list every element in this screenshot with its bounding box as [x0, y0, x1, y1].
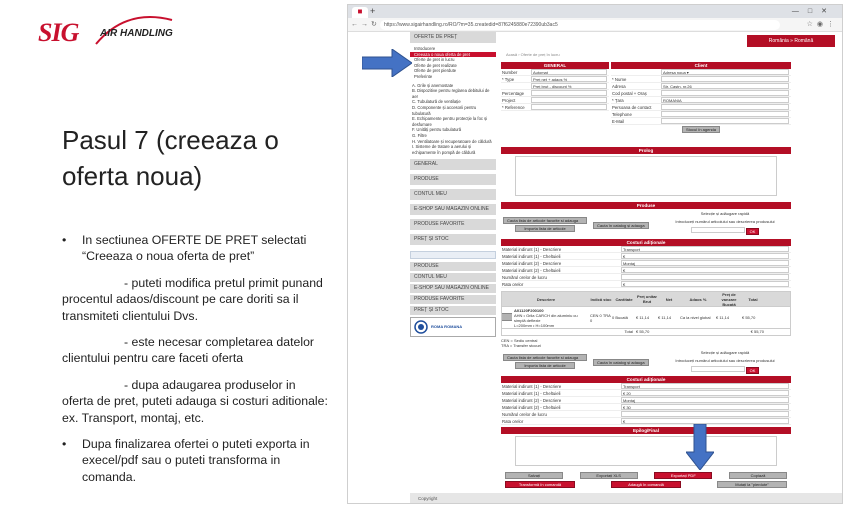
field-label: Material indirunt (2) - Cheltuieli	[502, 268, 561, 273]
field-input[interactable]: €	[621, 253, 789, 259]
field-label: Rata orelor	[502, 282, 524, 287]
table-header-cell: Descriere	[536, 296, 556, 302]
action-button[interactable]: Copiază	[729, 472, 787, 479]
field-input[interactable]	[621, 411, 789, 417]
field-input[interactable]	[531, 104, 607, 110]
field-label	[611, 69, 661, 75]
prolog-title: Prolog	[501, 147, 791, 154]
field-label: E-Mail	[612, 119, 625, 124]
nav-category[interactable]: B. Dispozitive pentru reglarea debitului de aer	[412, 88, 490, 99]
field-input[interactable]	[661, 118, 789, 124]
url-input[interactable]: https://www.sigairhandling.ro/RO/?m=35.createdid=87f6245880e72390ub3ac5	[380, 20, 780, 30]
form-row	[611, 83, 791, 90]
table-header-cell: Preț unitar Brut	[636, 294, 657, 304]
form-row	[501, 83, 609, 90]
quick-add-input-2[interactable]	[691, 366, 745, 372]
form-row	[501, 253, 791, 260]
field-input[interactable]	[661, 111, 789, 117]
field-input[interactable]	[531, 90, 607, 96]
tab-bar	[348, 5, 842, 18]
field-label: * Type	[502, 77, 515, 82]
action-button[interactable]: Mutați la "pierdute"	[717, 481, 787, 488]
certification-icon	[414, 320, 428, 334]
nav-section-duplicate[interactable]: PRODUSE FAVORITE	[410, 295, 496, 304]
field-input[interactable]: €	[621, 418, 789, 424]
table-row	[502, 306, 790, 328]
field-label: * Nume	[612, 77, 627, 82]
field-input[interactable]: Adresa noua ▾	[661, 69, 789, 75]
prolog-textarea[interactable]	[515, 156, 777, 196]
field-label: Material indirunt (2) - Descriere	[502, 261, 562, 266]
nav-section[interactable]: CONTUL MEU	[410, 189, 496, 200]
field-input[interactable]	[661, 90, 789, 96]
action-buttons	[505, 472, 787, 479]
field-input[interactable]: Str. Castn. nr.26	[661, 83, 789, 89]
table-header-cell: Total	[748, 296, 758, 302]
form-row	[501, 104, 609, 111]
field-input[interactable]: € 20	[621, 390, 789, 396]
table-header-cell: Indică stoc	[590, 296, 612, 302]
field-input[interactable]: Transport	[621, 246, 789, 252]
nav-offer-item[interactable]: Oferte de pret realizate	[414, 62, 457, 68]
form-row	[611, 90, 791, 97]
nav-category[interactable]: I. Sisteme de tratare a aerului și echipamente în pompă de căldură	[412, 144, 476, 155]
catalog-search-button[interactable]: Cauta în catalog și adauga	[593, 222, 649, 229]
field-input[interactable]: Transport	[621, 383, 789, 389]
field-label: Adresa	[612, 84, 626, 89]
language-selector[interactable]: România » Română	[747, 35, 835, 47]
item-dimensions: L=200mm • H=100mm	[514, 322, 555, 328]
page-viewport	[348, 32, 843, 504]
quick-add-ok-button[interactable]: OK	[746, 228, 760, 235]
badge-text: ROMA ROMANA	[431, 324, 463, 330]
browser-window	[347, 4, 843, 504]
form-row	[501, 260, 791, 267]
stock-legend	[501, 338, 791, 348]
bullet-section: • In sectiunea OFERTE DE PRET selectati “Creeaza o noua oferta de pret”	[62, 232, 330, 265]
nav-section[interactable]: PREȚ ȘI STOC	[410, 234, 496, 245]
nav-buttons-icon[interactable]: ←→↻	[351, 21, 380, 28]
offer-form	[501, 62, 791, 488]
form-row	[501, 246, 791, 253]
nav-offer-item[interactable]: Preferinte	[414, 73, 433, 79]
nav-category[interactable]: G. Filtre	[412, 132, 427, 138]
item-stock: CEN 0 TRA 0	[590, 312, 611, 323]
nav-offer-item[interactable]: Oferte de pret in lucru	[414, 57, 455, 63]
item-quantity[interactable]: 0 Bucată	[612, 315, 628, 320]
new-tab-icon[interactable]: +	[370, 6, 376, 16]
nav-section-duplicate[interactable]: E-SHOP SAU MAGAZIN ONLINE	[410, 284, 496, 293]
field-input[interactable]: €	[621, 267, 789, 273]
sub-point-discount: - puteti modifica pretul primit punand procentul adaos/discount pe care doriti sa il transmiteti clientului Dvs.	[62, 275, 323, 323]
form-row	[501, 383, 791, 390]
nav-section-duplicate[interactable]: CONTUL MEU	[410, 273, 496, 282]
quick-add-title-2: Selecție și adăugare rapidă	[700, 350, 750, 355]
item-total: € 55,70	[742, 315, 756, 320]
sub-point-costs: - dupa adaugarea produselor in oferta de pret, puteti adauga si costuri aditionale: ex. Transport, montaj, etc.	[62, 377, 328, 425]
total-label: Total	[624, 329, 633, 334]
form-row	[501, 274, 791, 281]
action-button[interactable]: Exportați PDF	[654, 472, 712, 479]
products-table	[501, 291, 791, 336]
nav-section[interactable]: PRODUSE FAVORITE	[410, 219, 496, 230]
field-label: Material indirunt (1) - Cheltuieli	[502, 254, 561, 259]
item-unit-price: € 11,14	[716, 315, 730, 320]
language-bar	[506, 35, 841, 47]
nav-offer-item[interactable]: Introducere	[414, 46, 436, 51]
nav-offer-item[interactable]: Oferte de pret pierdute	[414, 68, 457, 74]
logo-subtitle: AIR HANDLING	[100, 28, 173, 39]
nav-category[interactable]: H. Ventilatoare și recuperatoare de căldură	[412, 138, 492, 144]
total-net: € 55,70	[750, 329, 764, 334]
table-header-cell: Cantitate	[615, 296, 633, 302]
field-input[interactable]: Montaj	[621, 397, 789, 403]
slide-title: Pasul 7 (creeaza o oferta noua)	[62, 125, 279, 191]
form-row	[501, 69, 609, 76]
import-list-button-2[interactable]: Importa lista de articole	[515, 362, 575, 369]
total-row	[502, 328, 790, 335]
field-label: Material indirunt (1) - Cheltuieli	[502, 391, 561, 396]
field-input[interactable]: ROMANIA	[661, 97, 789, 103]
extra-costs-title-2: Costuri adiționale	[501, 376, 791, 383]
nav-offer-item[interactable]: Creeaza o noua oferta de pret	[410, 52, 496, 58]
sig-logo	[38, 14, 178, 50]
nav-section[interactable]: E-SHOP SAU MAGAZIN ONLINE	[410, 204, 496, 215]
browser-tab[interactable]: ◼	[352, 7, 368, 18]
field-input[interactable]	[661, 104, 789, 110]
window-controls[interactable]: —□✕	[791, 8, 836, 15]
field-label: Material indirunt (2) - Cheltuieli	[502, 405, 561, 410]
form-row	[611, 118, 791, 125]
item-price: € 11,14	[636, 315, 650, 320]
field-input[interactable]	[621, 274, 789, 280]
browser-menu-icon[interactable]: ☆◉⋮	[806, 21, 838, 28]
extra-costs-title: Costuri adiționale	[501, 239, 791, 246]
epilog-title: Epilog/Final	[501, 427, 791, 434]
catalog-search-button-2[interactable]: Cauta în catalog și adauga	[593, 359, 649, 366]
form-row	[611, 76, 791, 83]
table-header-cell: Adaos %	[689, 296, 707, 302]
promo-banner[interactable]	[410, 251, 496, 259]
pointer-arrow-icon	[362, 49, 412, 77]
nav-category[interactable]: C. Tubulatură de ventilație	[412, 99, 461, 105]
left-navigation	[410, 32, 496, 337]
logo-text: SIG	[38, 18, 79, 47]
client-title: Client	[611, 62, 791, 69]
form-row	[611, 104, 791, 111]
action-button[interactable]: Salvați	[505, 472, 563, 479]
field-input[interactable]: €	[621, 281, 789, 287]
field-input[interactable]: € 30	[621, 404, 789, 410]
quick-add-ok-button-2[interactable]: OK	[746, 367, 760, 374]
form-row	[501, 97, 609, 104]
action-button[interactable]: Transformă în comandă	[505, 481, 575, 488]
field-label: Material indirunt (2) - Descriere	[502, 398, 562, 403]
field-label: Telephone	[612, 112, 632, 117]
form-row	[501, 418, 791, 425]
field-label: Numărul orelor de lucru	[502, 275, 547, 280]
form-row	[501, 390, 791, 397]
legend-tra: TRA = Transfer stocuri	[501, 343, 541, 348]
grille-product-icon	[502, 313, 512, 321]
field-label: Number	[502, 70, 518, 75]
form-row	[501, 90, 609, 97]
legend-cen: CEN = Sediu central	[501, 338, 538, 343]
table-header-cell: Preț de vanzare Bucată	[721, 291, 737, 307]
field-label: * Țara	[612, 98, 624, 103]
item-description: AHN • Grila CARCH din aluminiu cu simplă deflexie	[514, 312, 578, 323]
form-row	[501, 281, 791, 288]
epilog-textarea[interactable]	[515, 436, 777, 466]
form-row	[501, 267, 791, 274]
nav-category[interactable]: D. Componente și accesorii pentru tubulatură	[412, 104, 477, 116]
nav-category[interactable]: F. Unități pentru tubulatură	[412, 127, 462, 133]
address-bar	[348, 18, 842, 32]
products-title: Produse	[501, 202, 791, 209]
field-input[interactable]: Preț brut - discount %	[531, 83, 607, 89]
quick-add-hint: Introduceți numărul articolului sau descrierea produsului	[675, 219, 775, 224]
field-label: Percentage	[502, 91, 524, 96]
general-title: GENERAL	[501, 62, 609, 69]
field-label: Project	[502, 98, 516, 103]
roma-badge	[410, 317, 496, 337]
total-value: € 55,70	[636, 329, 650, 334]
item-margin[interactable]: Ca la nivel global	[680, 315, 711, 320]
form-row	[501, 404, 791, 411]
agenda-search-button[interactable]: Stocul în agenda	[682, 126, 720, 133]
table-header-cell: Net	[665, 296, 673, 302]
import-list-button[interactable]: Importa lista de articole	[515, 225, 575, 232]
form-row	[501, 76, 609, 83]
nav-section[interactable]: GENERAL	[410, 159, 496, 170]
field-label	[501, 83, 531, 89]
action-button[interactable]: Exportați XLS	[580, 472, 638, 479]
quick-add-input[interactable]	[691, 227, 745, 233]
search-favorites-button[interactable]: Cauta lista de articole favorite si adauga	[503, 217, 587, 224]
form-row	[611, 97, 791, 104]
field-label: Numărul orelor de lucru	[502, 412, 547, 417]
item-code[interactable]: A01120F200100	[514, 307, 544, 313]
copyright: Copyright	[418, 496, 438, 501]
footer	[410, 493, 843, 504]
export-pointer-arrow-icon	[686, 424, 714, 470]
field-label: * Reference	[502, 105, 525, 110]
breadcrumb: Acasă › Oferte de preț în lucru	[506, 52, 560, 57]
field-label: Rata orelor	[502, 419, 524, 424]
form-row	[501, 411, 791, 418]
action-buttons-2	[505, 481, 787, 488]
nav-offers[interactable]: OFERTE DE PREȚ	[410, 32, 496, 43]
field-label: Persoana de contact	[612, 105, 652, 110]
nav-section-duplicate[interactable]: PREȚ ȘI STOC	[410, 306, 496, 315]
field-input[interactable]: Automat	[531, 69, 607, 75]
field-input[interactable]: Preț net + adaos %	[531, 76, 607, 82]
field-input[interactable]	[661, 76, 789, 82]
form-row	[501, 397, 791, 404]
search-favorites-button-2[interactable]: Cauta lista de articole favorite si adauga	[503, 354, 587, 361]
slide-bullets	[62, 232, 330, 485]
form-row	[611, 69, 791, 76]
quick-add-title: Selecție și adăugare rapidă	[700, 211, 750, 216]
nav-section[interactable]: PRODUSE	[410, 174, 496, 185]
field-input[interactable]: Montaj	[621, 260, 789, 266]
nav-category[interactable]: A. Grile și anemostate	[412, 82, 454, 88]
sub-point-client: - este necesar completarea datelor clientului pentru care faceti oferta	[62, 335, 315, 366]
item-net: € 11,14	[658, 315, 672, 320]
nav-category[interactable]: E. Echipamente pentru protecție la foc și desfumare	[412, 116, 488, 127]
field-input[interactable]	[531, 97, 607, 103]
field-label: Material indirunt (1) - Descriere	[502, 384, 562, 389]
nav-section-duplicate[interactable]: PRODUSE	[410, 262, 496, 271]
field-label: Cod postal + Oraș	[612, 91, 647, 96]
action-button[interactable]: Adaugă în comandă	[611, 481, 681, 488]
form-row	[611, 111, 791, 118]
quick-add-hint-2: Introduceți numărul articolului sau descrierea produsului	[675, 358, 775, 363]
field-label: Material indirunt (1) - Descriere	[502, 247, 562, 252]
bullet-export: • Dupa finalizarea ofertei o puteti exporta in execel/pdf sau o puteti transforma in comanda.	[62, 436, 330, 485]
